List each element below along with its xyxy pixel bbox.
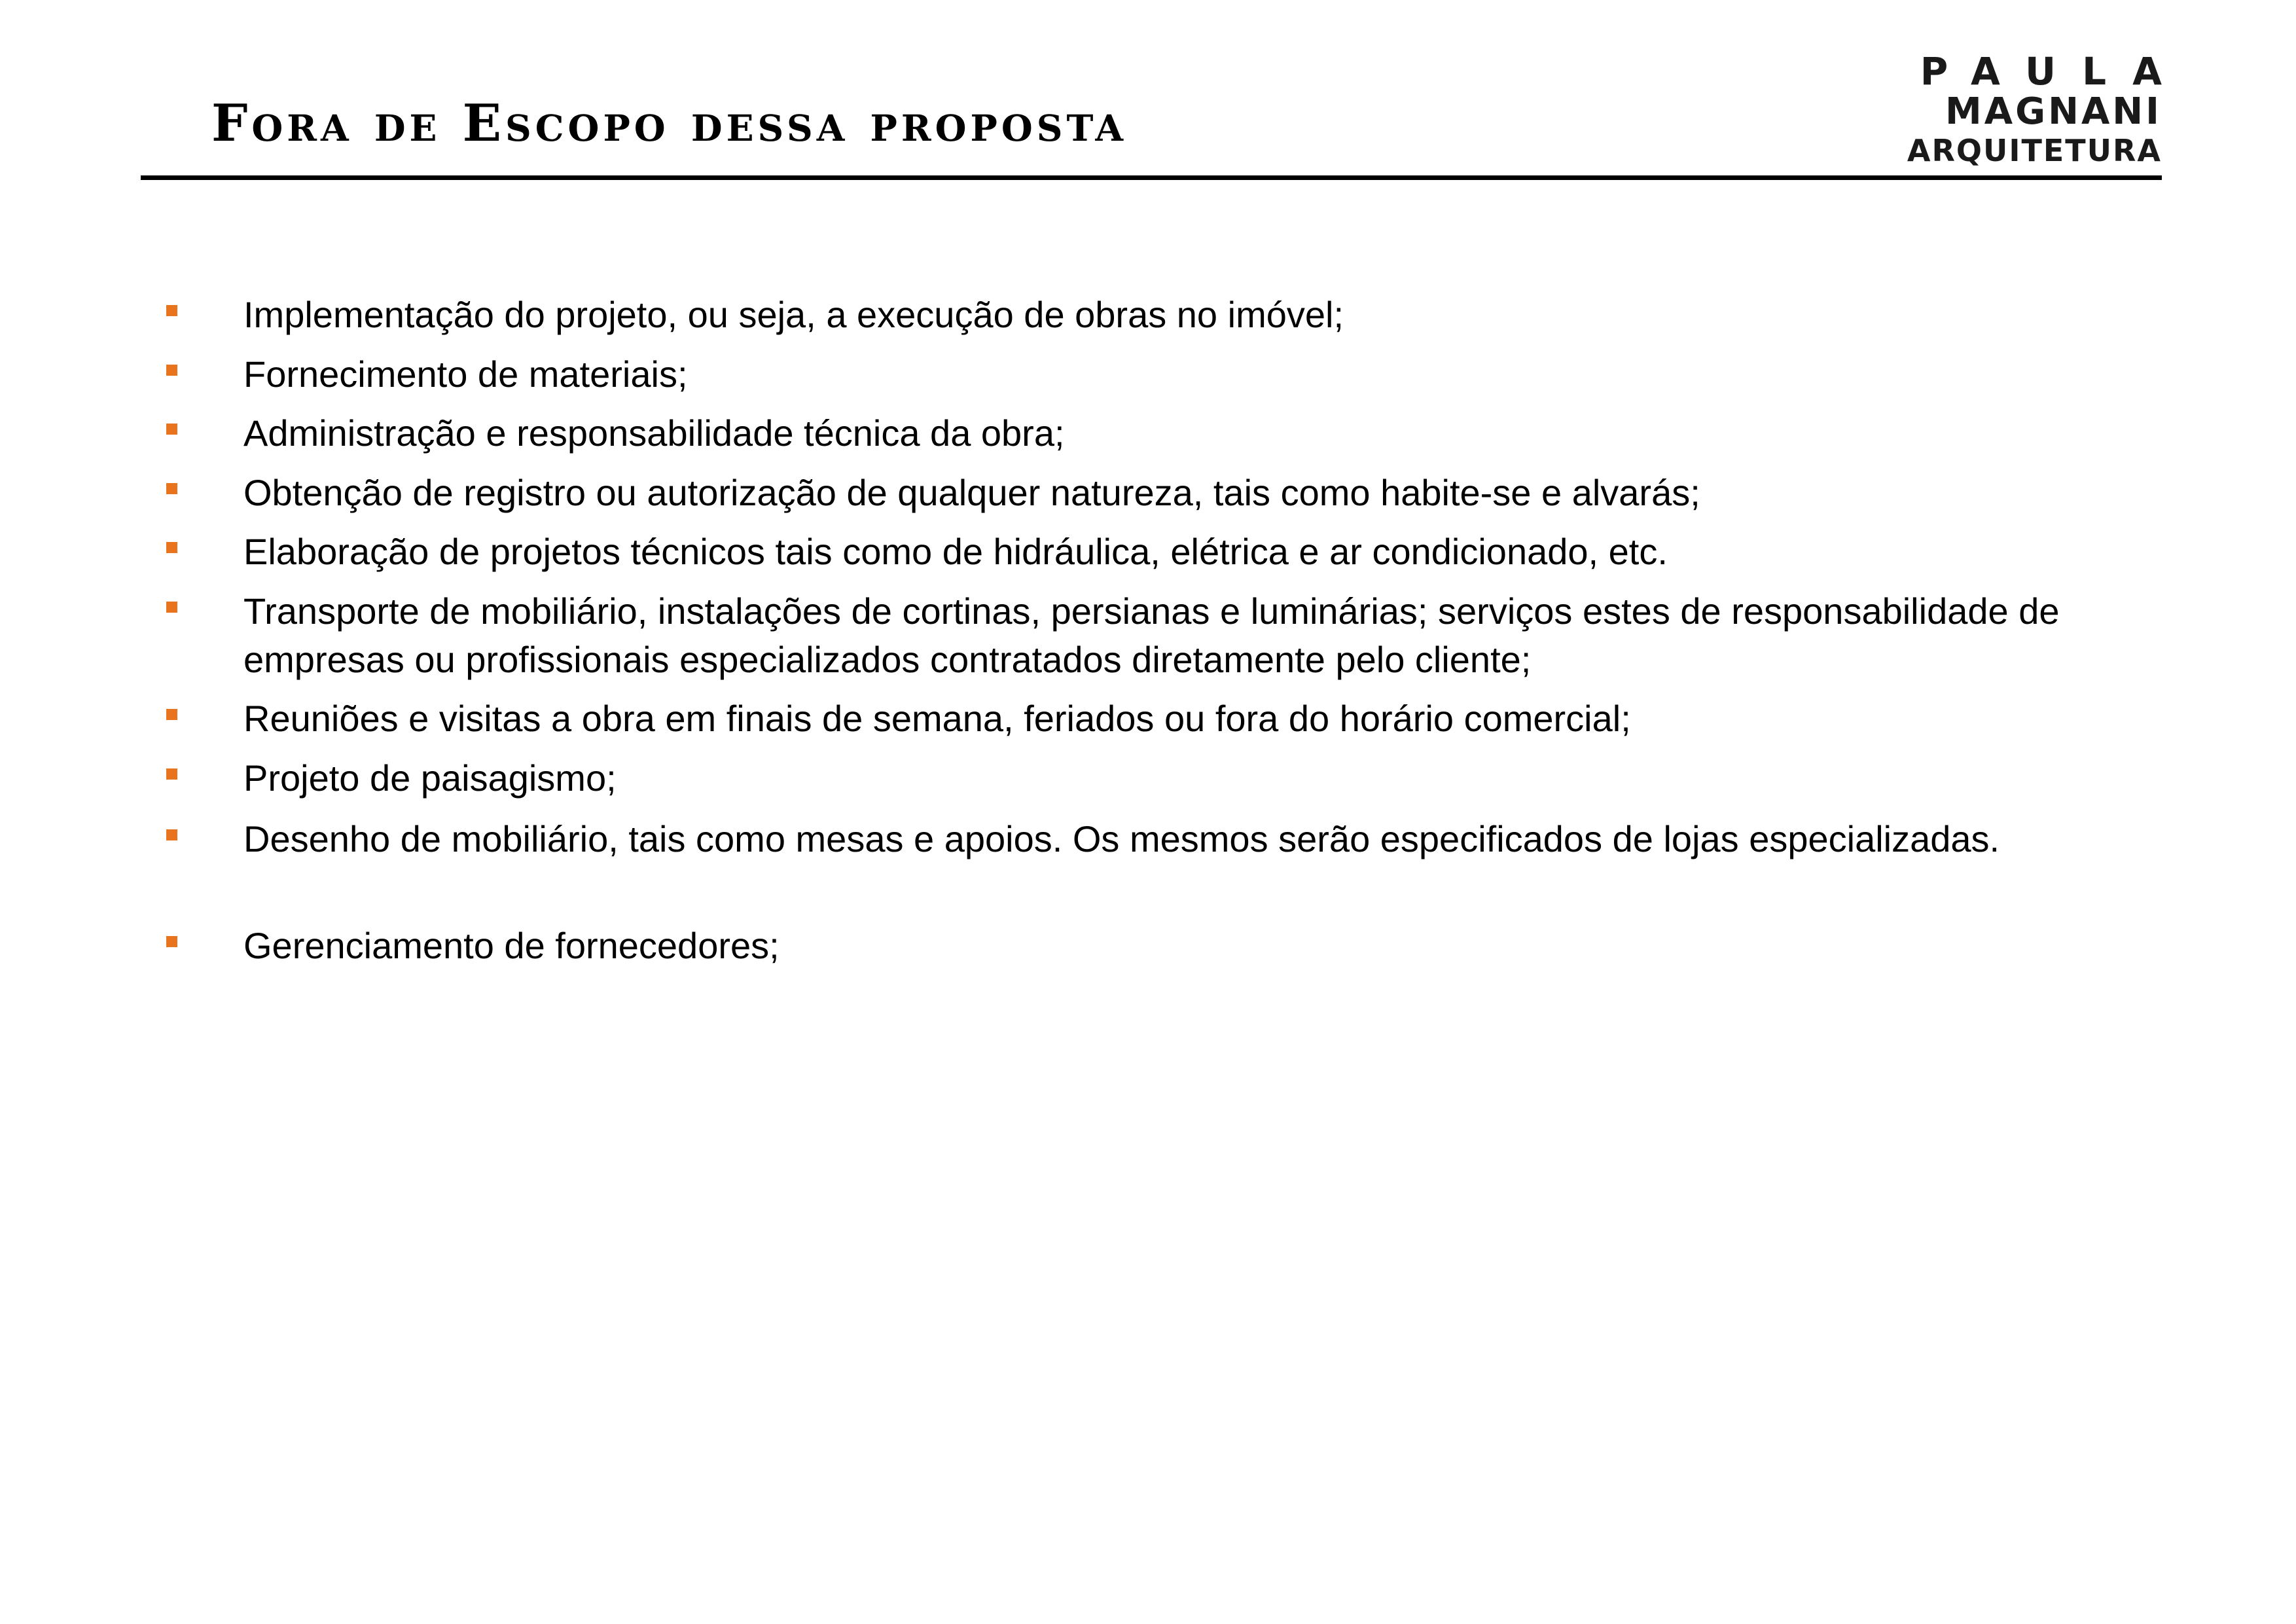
square-bullet-icon: [166, 424, 177, 435]
list-item-text: Projeto de paisagismo;: [243, 757, 617, 799]
list-item-text: Gerenciamento de fornecedores;: [243, 925, 780, 966]
list-item-text: Transporte de mobiliário, instalações de cortinas, persianas e luminárias; serviços estes de responsabilidade de empresas ou profissionais especializados contratados diretamente pelo cliente;: [243, 590, 2060, 680]
logo-line-magnani: MAGNANI: [1945, 90, 2162, 133]
page-title: Fora de Escopo dessa proposta: [211, 94, 1128, 153]
list-item-text: Administração e responsabilidade técnica da obra;: [243, 412, 1065, 454]
square-bullet-icon: [166, 768, 177, 780]
square-bullet-icon: [166, 542, 177, 553]
list-item-text: Elaboração de projetos técnicos tais como de hidráulica, elétrica e ar condicionado, etc.: [243, 531, 1668, 572]
square-bullet-icon: [166, 365, 177, 376]
square-bullet-icon: [166, 602, 177, 613]
square-bullet-icon: [166, 483, 177, 494]
square-bullet-icon: [166, 829, 177, 840]
list-item-text: Implementação do projeto, ou seja, a execução de obras no imóvel;: [243, 294, 1344, 335]
logo-line-arquitetura: ARQUITETURA: [1907, 133, 2162, 168]
logo-line-paula: PAULA: [1920, 49, 2188, 94]
list-item-text: Fornecimento de materiais;: [243, 353, 688, 395]
list-item-text: Reuniões e visitas a obra em finais de semana, feriados ou fora do horário comercial;: [243, 698, 1631, 739]
list-item-text: Desenho de mobiliário, tais como mesas e apoios. Os mesmos serão especificados de lojas especializadas.: [243, 818, 2000, 859]
square-bullet-icon: [166, 936, 177, 947]
list-item-text: Obtenção de registro ou autorização de qualquer natureza, tais como habite-se e alvarás;: [243, 472, 1700, 513]
square-bullet-icon: [166, 305, 177, 316]
square-bullet-icon: [166, 709, 177, 720]
